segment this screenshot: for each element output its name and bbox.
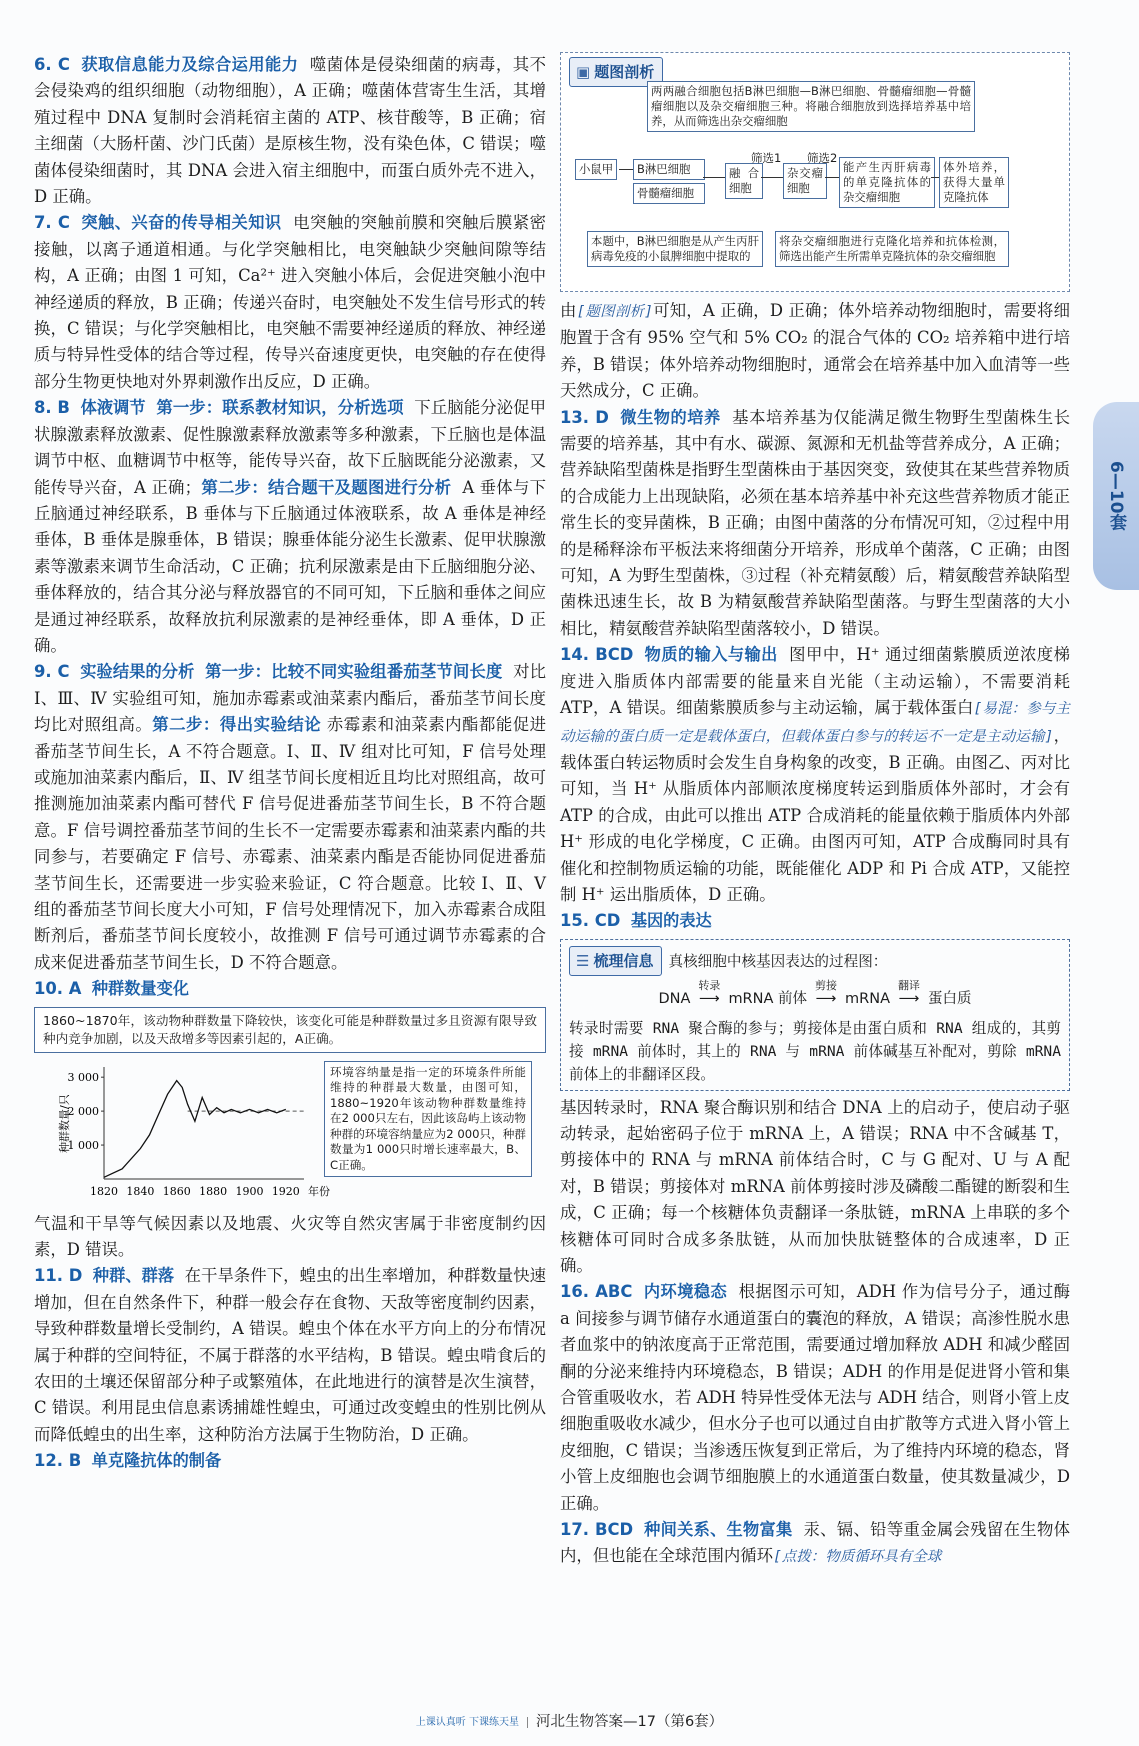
answer-10: [34, 976, 546, 1002]
protein-label: 蛋白质: [928, 991, 972, 1008]
mouse-box: 小鼠甲: [575, 159, 617, 180]
x-tick-label: 1900: [235, 1184, 264, 1198]
pre-mrna-label: mRNA 前体: [728, 991, 808, 1008]
answer-topic: 突触、兴奋的传导相关知识: [81, 213, 282, 233]
answer-body: ，载体蛋白转运物质时会发生自身构象的改变，B 正确。由图乙、丙对比可知，当 H⁺ 从脂质体内部顺浓度梯度转运到脂质体外部时，才会有 ATP 的合成，由此可以推出 ATP 合成消耗的能量依赖于脂质体内外部 H⁺ 形成的电化学梯度，C 正确。由图丙可知，ATP 合成酶同时具有催化和控制物质运输的功能，既能催化 ADP 和 Pi 合成 ATP，又能控制 H⁺ 运出脂质体，D 正确。: [560, 725, 1070, 904]
producing-box: 能产生丙肝病毒的单克隆抗体的杂交瘤细胞: [839, 157, 935, 208]
arrow-translation: 翻译 ⟶: [895, 986, 924, 1012]
answer-body: 图甲中，H⁺ 通过细菌紫膜质逆浓度梯度进入脂质体内部需要的能量来自光能（主动运输），不需要消耗 ATP，A 错误。细菌紫膜质参与主动运输，属于载体蛋白: [560, 645, 1071, 718]
answer-6: [34, 52, 546, 210]
answer-body: 赤霉素和油菜素内酯都能促进番茄茎节间生长，A 不符合题意。Ⅰ、Ⅱ、Ⅳ 组对比可知，F 信号处理或施加油菜素内酯后，Ⅱ、Ⅳ 组茎节间长度相近且均比对照组高，故可推测施加油菜素内酯可替代 F 信号促进番茄茎节间生长，B 不符合题意。F 信号调控番茄茎节间的生长不一定需要赤霉素和油菜素内酯的共同参与，若要确定 F 信号、赤霉素、油菜素内酯是否能协同促进番茄茎节间生长，还需要进一步实验来验证，C 符合题意。比较 Ⅰ、Ⅱ、Ⅴ 组的番茄茎节间长度大小可知，F 信号处理情况下，加入赤霉素合成阻断剂后，番茄茎节间长度较小，故推测 F 信号可通过调节赤霉素的合成来促进番茄茎节间生长，D 不符合题意。: [34, 715, 547, 972]
y-axis-label: 种群数量/只: [58, 1093, 71, 1153]
answer-13: [560, 405, 1070, 643]
answer-number: 7. C: [34, 213, 70, 233]
answer-10-cont: 气温和干旱等气候因素以及地震、火灾等自然灾害属于非密度制约因素，D 错误。: [34, 1213, 546, 1260]
answer-9: [34, 659, 546, 976]
info-box: [560, 939, 1070, 1091]
mrna-label: mRNA: [845, 991, 890, 1008]
arrow: [619, 169, 633, 170]
answer-topic: 内环境稳态: [643, 1282, 728, 1302]
answer-number: 14. BCD: [560, 645, 634, 665]
answer-number: 12. B: [34, 1451, 82, 1471]
answer-12-cont: [560, 298, 1070, 405]
answer-15-body: 基因转录时，RNA 聚合酶识别和结合 DNA 上的启动子，使启动子驱动转录，起始密码子位于 mRNA 上，A 错误；RNA 中不含碱基 T，剪接体中的 RNA 与 mRNA 前体结合时，C 与 G 配对、U 与 A 配对，B 错误；剪接体对 mRNA 前体剪接时涉及磷酸二酯键的断裂和生成，C 正确；每一个核糖体负责翻译一条肽链，mRNA 上串联的多个核糖体可同时合成多条肽链，从而加快肽链整体的合成速率，D 正确。: [560, 1097, 1070, 1275]
tag-label: 梳理信息: [593, 951, 654, 970]
x-axis-label: 年份: [308, 1184, 330, 1198]
answer-body: 根据图示可知，ADH 作为信号分子，通过酶 a 间接参与调节储存水通道蛋白的囊泡的释放，A 错误；高渗性脱水患者血浆中的钠浓度高于正常范围，需要通过增加释放 ADH 和减少醛固酮的分泌来维持内环境稳态，B 错误；ADH 的作用是促进肾小管和集合管重吸收水，若 ADH 特异性受体无法与 ADH 结合，则肾小管上皮细胞重吸收水减少，但水分子也可以通过自由扩散等方式进入肾小管上皮细胞，C 错误；当渗透压恢复到正常后，为了维持内环境的稳态，肾小管上皮细胞也会调节细胞膜上的水通道蛋白数量，使其数量减少，D 正确。: [560, 1282, 1071, 1513]
answer-16: [560, 1279, 1070, 1517]
arrow-splicing: 剪接 ⟶: [812, 986, 841, 1012]
y-tick-label: 1 000: [67, 1138, 99, 1152]
answer-topic: 微生物的培养: [620, 407, 721, 427]
x-tick-label: 1820: [90, 1184, 118, 1198]
figure-analysis-diagram: [560, 52, 1070, 292]
population-series-line: [104, 1080, 286, 1177]
answer-body: 对比 Ⅰ、Ⅲ、Ⅳ 实验组可知，施加赤霉素或油菜素内酯后，番茄茎节间长度均比对照组高。: [34, 662, 547, 735]
answer-topic: 单克隆抗体的制备: [91, 1451, 222, 1471]
answer-topic: 基因的表达: [630, 911, 712, 931]
x-tick-label: 1840: [126, 1184, 155, 1198]
info-body: 转录时需要 RNA 聚合酶的参与；剪接体是由蛋白质和 RNA 组成的，其剪接 mRNA 前体时，其上的 RNA 与 mRNA 前体碱基互补配对，剪除 mRNA 前体上的非翻译区段。: [569, 1019, 1061, 1083]
answer-number: 6. C: [34, 55, 70, 74]
answer-topic: 种群数量变化: [91, 979, 189, 999]
footer-text: 河北生物答案—17（第6套）: [536, 1714, 724, 1730]
answer-topic: 体液调节: [80, 398, 146, 418]
answer-topic: 物质的输入与输出: [644, 645, 778, 665]
step-label: 第一步：比较不同实验组番茄茎节间长度: [205, 662, 503, 682]
answer-11: [34, 1263, 546, 1448]
left-note-box: 本题中，B淋巴细胞是从产生丙肝病毒免疫的小鼠脾细胞中提取的: [587, 231, 763, 267]
fused-cell-box: 融合细胞: [725, 163, 763, 199]
right-column: [560, 52, 1070, 1571]
answer-topic: 种群、群落: [92, 1266, 175, 1286]
publisher-logo: 上课认真听 下课练天星: [416, 1717, 528, 1728]
arrow: [703, 177, 725, 178]
expression-process: [569, 979, 1061, 1012]
tip-note: [点拨：物质循环具有全球: [773, 1549, 942, 1566]
culture-box: 体外培养，获得大量单克隆抗体: [939, 157, 1009, 208]
analysis-box: 1860~1870年，该动物种群数量下降较快，该变化可能是种群数量过多且资源有限导致种内竞争加剧，以及天敌增多等因素引起的，A正确。: [34, 1007, 546, 1053]
translation-label: 翻译: [898, 979, 920, 993]
chart-annotation: 环境容纳量是指一定的环境条件所能维持的种群最大数量，由图可知，1880~1920年该动物种群数量维持在2 000只左右，因此该岛屿上该动物种群的环境容纳量应为2 000只，种群数量为1 000只时增长速率最大，B、C正确。: [324, 1061, 532, 1178]
answer-14: [560, 642, 1070, 908]
step-label: 第二步：得出实验结论: [152, 715, 322, 735]
population-chart: [34, 1057, 546, 1207]
answer-body: A 垂体与下丘脑通过神经联系，B 垂体与下丘脑通过体液联系，故 A 垂体是神经垂体，B 垂体是腺垂体，B 错误；腺垂体能分泌生长激素、促甲状腺激素等激素来调节生命活动，C 正确；抗利尿激素是由下丘脑细胞分泌、垂体释放的，结合其分泌与释放器官的不同可知，下丘脑和垂体之间应是通过神经联系，故释放抗利尿激素的是神经垂体，即 A 垂体，D 正确。: [34, 477, 547, 655]
answer-body: 电突触的突触前膜和突触后膜紧密接触，以离子通道相通。与化学突触相比，电突触缺少突触间隙等结构，A 正确；由图 1 可知，Ca²⁺ 进入突触小体后，会促进突触小泡中神经递质的释放，B 正确；传递兴奋时，电突触处不发生信号形式的转换，C 错误；与化学突触相比，电突触不需要神经递质的释放、神经递质与特异性受体的结合等过程，传导兴奋速度更快，电突触的存在使得部分生物更快地对外界刺激作出反应，D 正确。: [34, 213, 547, 391]
answer-7: [34, 210, 546, 395]
answer-body: 下丘脑能分泌促甲状腺激素释放激素、促性腺激素释放激素等多种激素，下丘脑也是体温调节中枢、血糖调节中枢等，能传导兴奋，故下丘脑既能分泌激素，又能传导兴奋，A 正确；: [34, 398, 547, 497]
x-tick-label: 1880: [199, 1184, 228, 1198]
step-label: 第一步：联系教材知识，分析选项: [156, 398, 404, 418]
left-column: [34, 52, 546, 1475]
answer-number: 10. A: [34, 979, 82, 999]
answer-topic: 实验结果的分析: [80, 662, 195, 682]
page-footer: [0, 1710, 1139, 1731]
arrow: [931, 177, 939, 178]
y-tick-label: 2 000: [67, 1104, 99, 1118]
chart-svg: [34, 1057, 330, 1207]
answer-topic: 获取信息能力及综合运用能力: [81, 55, 299, 74]
bcell-box: B淋巴细胞: [633, 159, 705, 180]
x-tick-label: 1860: [162, 1184, 191, 1198]
answer-body: 汞、镉、铅等重金属会残留在生物体内，但也能在全球范围内循环: [560, 1520, 1071, 1566]
tag-label: 题图剖析: [594, 63, 655, 81]
hybrid-box: 杂交瘤细胞: [783, 163, 827, 199]
step-label: 第二步：结合题干及题图进行分析: [201, 477, 452, 497]
answer-topic: 种间关系、生物富集: [644, 1520, 793, 1540]
screen2-label: 筛选2: [807, 151, 838, 165]
magnifier-icon: ▣: [576, 63, 591, 81]
arrow: [825, 177, 839, 178]
answer-number: 13. D: [560, 407, 609, 427]
text: 由: [560, 301, 577, 320]
answer-17: [560, 1517, 1070, 1571]
answer-number: 11. D: [34, 1266, 83, 1286]
info-tag: [569, 946, 662, 976]
arrow-transcription: 转录 ⟶: [695, 986, 724, 1012]
answer-number: 8. B: [34, 398, 70, 418]
reference-note: [题图剖析]: [576, 304, 653, 320]
answer-body: 基本培养基为仅能满足微生物野生型菌株生长需要的培养基，其中有水、碳源、氮源和无机盐等营养成分，A 正确；营养缺陷型菌株是指野生型菌株由于基因突变，致使其在某些营养物质的合成能力上出现缺陷，必须在基本培养基中补充这些营养物质才能正常生长的变异菌株，B 正确；由图中菌落的分布情况可知，②过程中用的是稀释涂布平板法来将细菌分开培养，形成单个菌落，C 正确；由图可知，A 为野生型菌株，③过程（补充精氨酸）后，精氨酸营养缺陷型菌株迅速生长，故 B 为精氨酸营养缺陷型菌落。与野生型菌落的大小相比，精氨酸营养缺陷型菌落较小，D 错误。: [560, 407, 1071, 638]
section-side-tab: 6—10套: [1093, 402, 1139, 590]
arrow: [761, 177, 783, 178]
y-tick-label: 3 000: [67, 1070, 99, 1084]
right-note-box: 将杂交瘤细胞进行克隆化培养和抗体检测，筛选出能产生所需单克隆抗体的杂交瘤细胞: [775, 231, 1009, 267]
answer-15: [560, 908, 1070, 934]
myeloma-box: 骨髓瘤细胞: [633, 183, 705, 204]
x-tick-label: 1920: [271, 1184, 300, 1198]
screen1-label: 筛选1: [751, 151, 782, 165]
answer-body: 可知，A 正确，D 正确；体外培养动物细胞时，需要将细胞置于含有 95% 空气和 5% CO₂ 的混合气体的 CO₂ 培养箱中进行培养，B 错误；体外培养动物细胞时，通常会在培养基中加入血清等一些天然成分，C 正确。: [560, 301, 1070, 401]
answer-number: 17. BCD: [560, 1520, 634, 1540]
answer-number: 16. ABC: [560, 1282, 633, 1302]
fusion-note: 两两融合细胞包括B淋巴细胞—B淋巴细胞、骨髓瘤细胞—骨髓瘤细胞以及杂交瘤细胞三种。将融合细胞放到选择培养基中培养，从而筛选出杂交瘤细胞: [647, 81, 975, 132]
intro-text: 真核细胞中核基因表达的过程图：: [668, 952, 888, 970]
splicing-label: 剪接: [815, 979, 838, 993]
answer-number: 9. C: [34, 662, 70, 682]
answer-body: 在干旱条件下，蝗虫的出生率增加，种群数量快速增加，但在自然条件下，种群一般会存在食物、天敌等密度制约因素，导致种群数量增长受制约，A 错误。蝗虫个体在水平方向上的分布情况属于种群的空间特征，不属于群落的水平结构，B 错误。蝗虫啃食后的农田的土壤还保留部分种子或繁殖体，在此地进行的演替是次生演替，C 错误。利用昆虫信息素诱捕雄性蝗虫，可通过改变蝗虫的性别比例从而降低蝗虫的出生率，这种防治方法属于生物防治，D 正确。: [34, 1266, 547, 1444]
answer-8: [34, 395, 546, 659]
dna-label: DNA: [658, 991, 691, 1008]
mix-up-note: [易混：参与主动运输的蛋白质一定是载体蛋白，但载体蛋白参与的转运不一定是主动运输]: [560, 701, 1070, 745]
answer-12: [34, 1448, 546, 1474]
answer-number: 15. CD: [560, 911, 621, 931]
transcription-label: 转录: [698, 979, 721, 993]
list-icon: ☰: [576, 951, 590, 970]
answer-body: 噬菌体是侵染细菌的病毒，其不会侵染鸡的组织细胞（动物细胞），A 正确；噬菌体营寄生生活，其增殖过程中 DNA 复制时会消耗宿主菌的 ATP、核苷酸等，B 正确；宿主细菌（大肠杆菌、沙门氏菌）是原核生物，没有染色体，C 错误；噬菌体侵染细菌时，其 DNA 会进入宿主细胞中，而蛋白质外壳不进入，D 正确。: [34, 55, 547, 207]
